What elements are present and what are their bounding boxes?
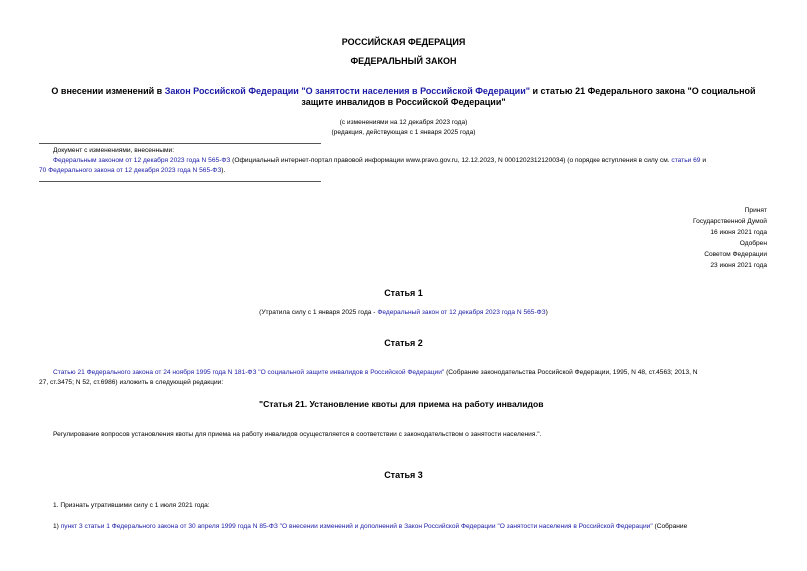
article1-text xyxy=(0,307,807,318)
changes-text1: (Официальный интернет-портал правовой информации www.pravo.gov.ru, 12.12.2023, N 0001202312120034) (о порядке вступления в силу см. xyxy=(230,157,672,164)
adoption-block xyxy=(693,205,767,271)
adoption-line: 16 июня 2021 года xyxy=(710,229,767,236)
adoption-line: Советом Федерации xyxy=(704,251,767,258)
article3-item1: 1. Признать утратившими силу с 1 июля 2021 года: xyxy=(53,502,210,509)
title-mid: и статью 21 Федерального закона "О социальной xyxy=(530,86,756,96)
law-title xyxy=(0,86,807,97)
article2-link-181-fz[interactable]: Статью 21 Федерального закона от 24 ноября 1995 года N 181-ФЗ "О социальной защите инвалидов в Российской Федерации" xyxy=(53,369,445,376)
adoption-line: Государственной Думой xyxy=(693,218,767,225)
subitem-link-85-fz[interactable]: пункт 3 статьи 1 Федерального закона от 30 апреля 1999 года N 85-ФЗ "О внесении изменений и дополнений в Закон Российской Федерации "О занятости населения в Российской Федерации" xyxy=(60,523,653,530)
link-article-69[interactable]: статьи 69 xyxy=(671,157,701,164)
country-heading: РОССИЙСКАЯ ФЕДЕРАЦИЯ xyxy=(341,37,466,47)
subitem-prefix: 1) xyxy=(53,523,61,530)
title-prefix: О внесении изменений в xyxy=(51,86,165,96)
article21-body: Регулирование вопросов установления квоты для приема на работу инвалидов осуществляется в соответствии с законодательством о занятости населения.". xyxy=(53,431,542,438)
changes-text2: и xyxy=(700,157,706,164)
article1-heading: Статья 1 xyxy=(384,288,423,298)
adoption-line: Принят xyxy=(744,207,767,214)
changes-intro: Документ с изменениями, внесенными: xyxy=(53,147,175,154)
changes-note: (с изменениями на 12 декабря 2023 года) xyxy=(339,119,468,126)
article1-link[interactable]: Федеральный закон от 12 декабря 2023 года N 565-ФЗ xyxy=(377,309,546,316)
article2-text1: (Собрание законодательства Российской Федерации, 1995, N 48, ст.4563; 2013, N xyxy=(444,369,698,376)
article3-heading: Статья 3 xyxy=(384,470,423,480)
article1-suffix: ) xyxy=(545,309,548,316)
article3-subitem1 xyxy=(53,521,769,532)
article1-prefix: (Утратила силу с 1 января 2025 года - xyxy=(259,309,378,316)
title-link-employment-law[interactable]: Закон Российской Федерации "О занятости населения в Российской Федерации" xyxy=(164,86,531,96)
article21-new-heading: "Статья 21. Установление квоты для приема на работу инвалидов xyxy=(259,399,544,409)
adoption-line: Одобрен xyxy=(739,240,767,247)
link-article-70[interactable]: 70 Федерального закона от 12 декабря 2023 года N 565-ФЗ xyxy=(39,167,222,174)
edition-note: (редакция, действующая с 1 января 2025 года) xyxy=(331,129,476,136)
article2-heading: Статья 2 xyxy=(384,338,423,348)
subitem-text: (Собрание xyxy=(652,523,688,530)
changes-line2 xyxy=(39,165,225,176)
changes-box-bottom-rule xyxy=(39,181,321,182)
law-title-line2: защите инвалидов в Российской Федерации" xyxy=(301,97,506,107)
doc-type-heading: ФЕДЕРАЛЬНЫЙ ЗАКОН xyxy=(350,56,457,66)
adoption-line: 23 июня 2021 года xyxy=(710,262,767,269)
article2-line2: 27, ст.3475; N 52, ст.6986) изложить в следующей редакции: xyxy=(39,379,224,386)
changes-text3: ). xyxy=(221,167,226,174)
link-565-fz[interactable]: Федеральным законом от 12 декабря 2023 года N 565-ФЗ xyxy=(53,157,231,164)
changes-box-top-rule xyxy=(39,143,321,144)
